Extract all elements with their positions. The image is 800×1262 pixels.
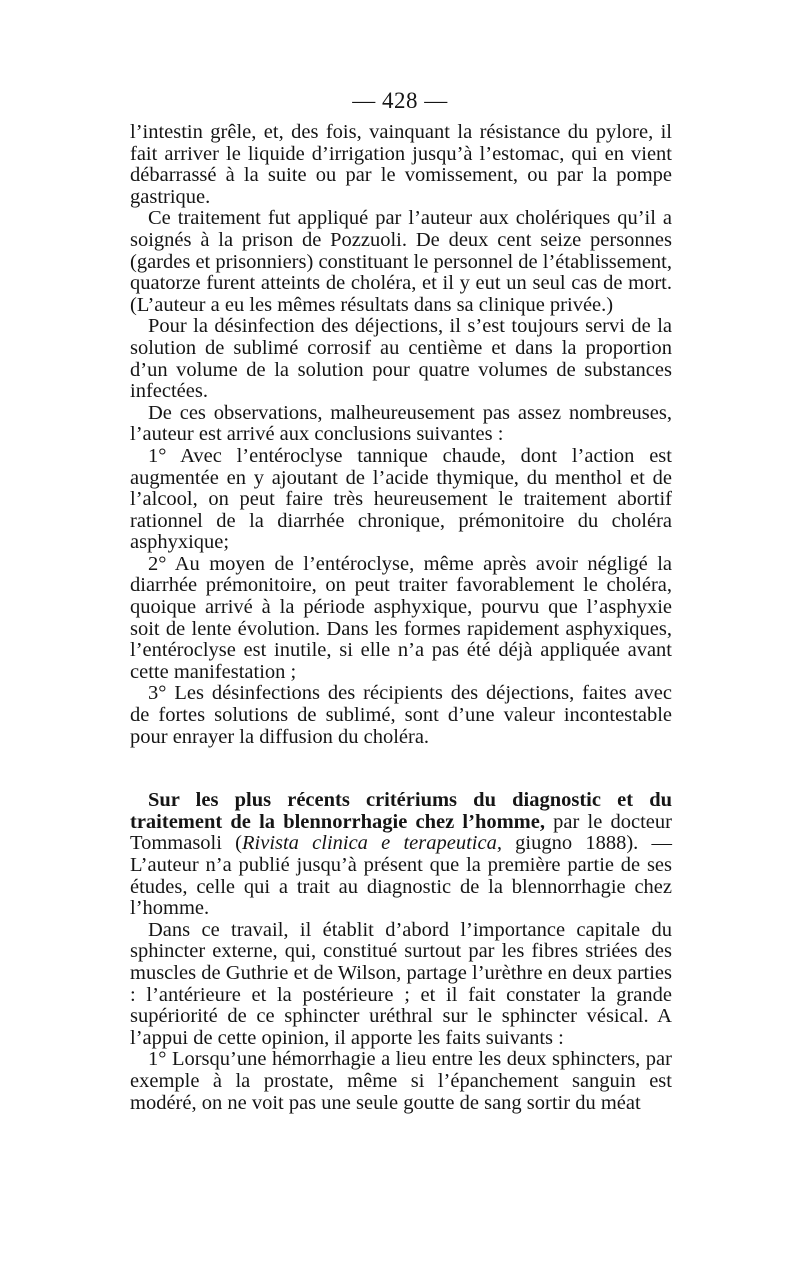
article-heading: Sur les plus récents critériums du diagnostic et du traitement de la blennorrhagie chez l’homme,: [130, 789, 672, 833]
conclusion-1: 1° Avec l’entéroclyse tannique chaude, dont l’action est augmentée en y ajoutant de l’acide thymique, du menthol et de l’alcool, on peut faire très heureusement le traitement abortif rationnel de la diarrhée chronique, prémonitoire du choléra asphyxique;: [130, 444, 672, 554]
author-intro: par le docteur Tommasoli (: [130, 810, 672, 855]
conclusion-3: 3° Les désinfections des récipients des déjections, faites avec de fortes solutions de sublimé, sont d’une valeur incontestable pour enrayer la diffusion du choléra.: [130, 682, 672, 748]
section-gap: [130, 748, 672, 790]
paragraph: Pour la désinfection des déjections, il s’est toujours servi de la solution de sublimé corrosif au centième et dans la proportion d’un volume de la solution pour quatre volumes de substances infectées.: [130, 315, 672, 403]
paragraph: l’intestin grêle, et, des fois, vainquant la résistance du pylore, il fait arriver le liquide d’irrigation jusqu’à l’estomac, qui en vient débarrassé à la suite ou par le vomissement, ou par la pompe gastrique.: [130, 121, 672, 208]
conclusion-2: 2° Au moyen de l’entéroclyse, même après avoir négligé la diarrhée prémonitoire, on peut traiter favorablement le choléra, quoique arrivé à la période asphyxique, pourvu que l’asphyxie soit de lente évolution. Dans les formes rapidement asphyxiques, l’entéroclyse est inutile, si elle n’a pas été déjà appliquée avant cette manifestation ;: [130, 552, 672, 683]
citation-tail: giugno 1888). — L’auteur n’a publié jusqu’à présent que la première partie de ses études, celle qui a trait au diagnostic de la blennorrhagie chez l’homme.: [130, 832, 672, 920]
text-column: [130, 122, 672, 1114]
paragraph: De ces observations, malheureusement pas assez nombreuses, l’auteur est arrivé aux conclusions suivantes :: [130, 401, 672, 446]
journal-title: Rivista clinica e terapeutica,: [242, 832, 502, 855]
page-number: — 428 —: [352, 88, 448, 113]
paragraph: 1° Lorsqu’une hémorrhagie a lieu entre les deux sphincters, par exemple à la prostate, même si l’épanchement sanguin est modéré, on ne voit pas une seule goutte de sang sortir du méat: [130, 1048, 672, 1114]
paragraph: Dans ce travail, il établit d’abord l’importance capitale du sphincter externe, qui, constitué surtout par les fibres striées des muscles de Guthrie et de Wilson, partage l’urèthre en deux parties : l’antérieure et la postérieure ; et il fait constater la grande supériorité de ce sphincter uréthral sur le sphincter vésical. A l’appui de cette opinion, il apporte les faits suivants :: [130, 918, 672, 1049]
article-paragraph: [130, 790, 672, 920]
paragraph: Ce traitement fut appliqué par l’auteur aux cholériques qu’il a soignés à la prison de Pozzuoli. De deux cent seize personnes (gardes et prisonniers) constituant le personnel de l’établissement, quatorze furent atteints de choléra, et il y eut un seul cas de mort. (L’auteur a eu les mêmes résultats dans sa clinique privée.): [130, 207, 672, 316]
